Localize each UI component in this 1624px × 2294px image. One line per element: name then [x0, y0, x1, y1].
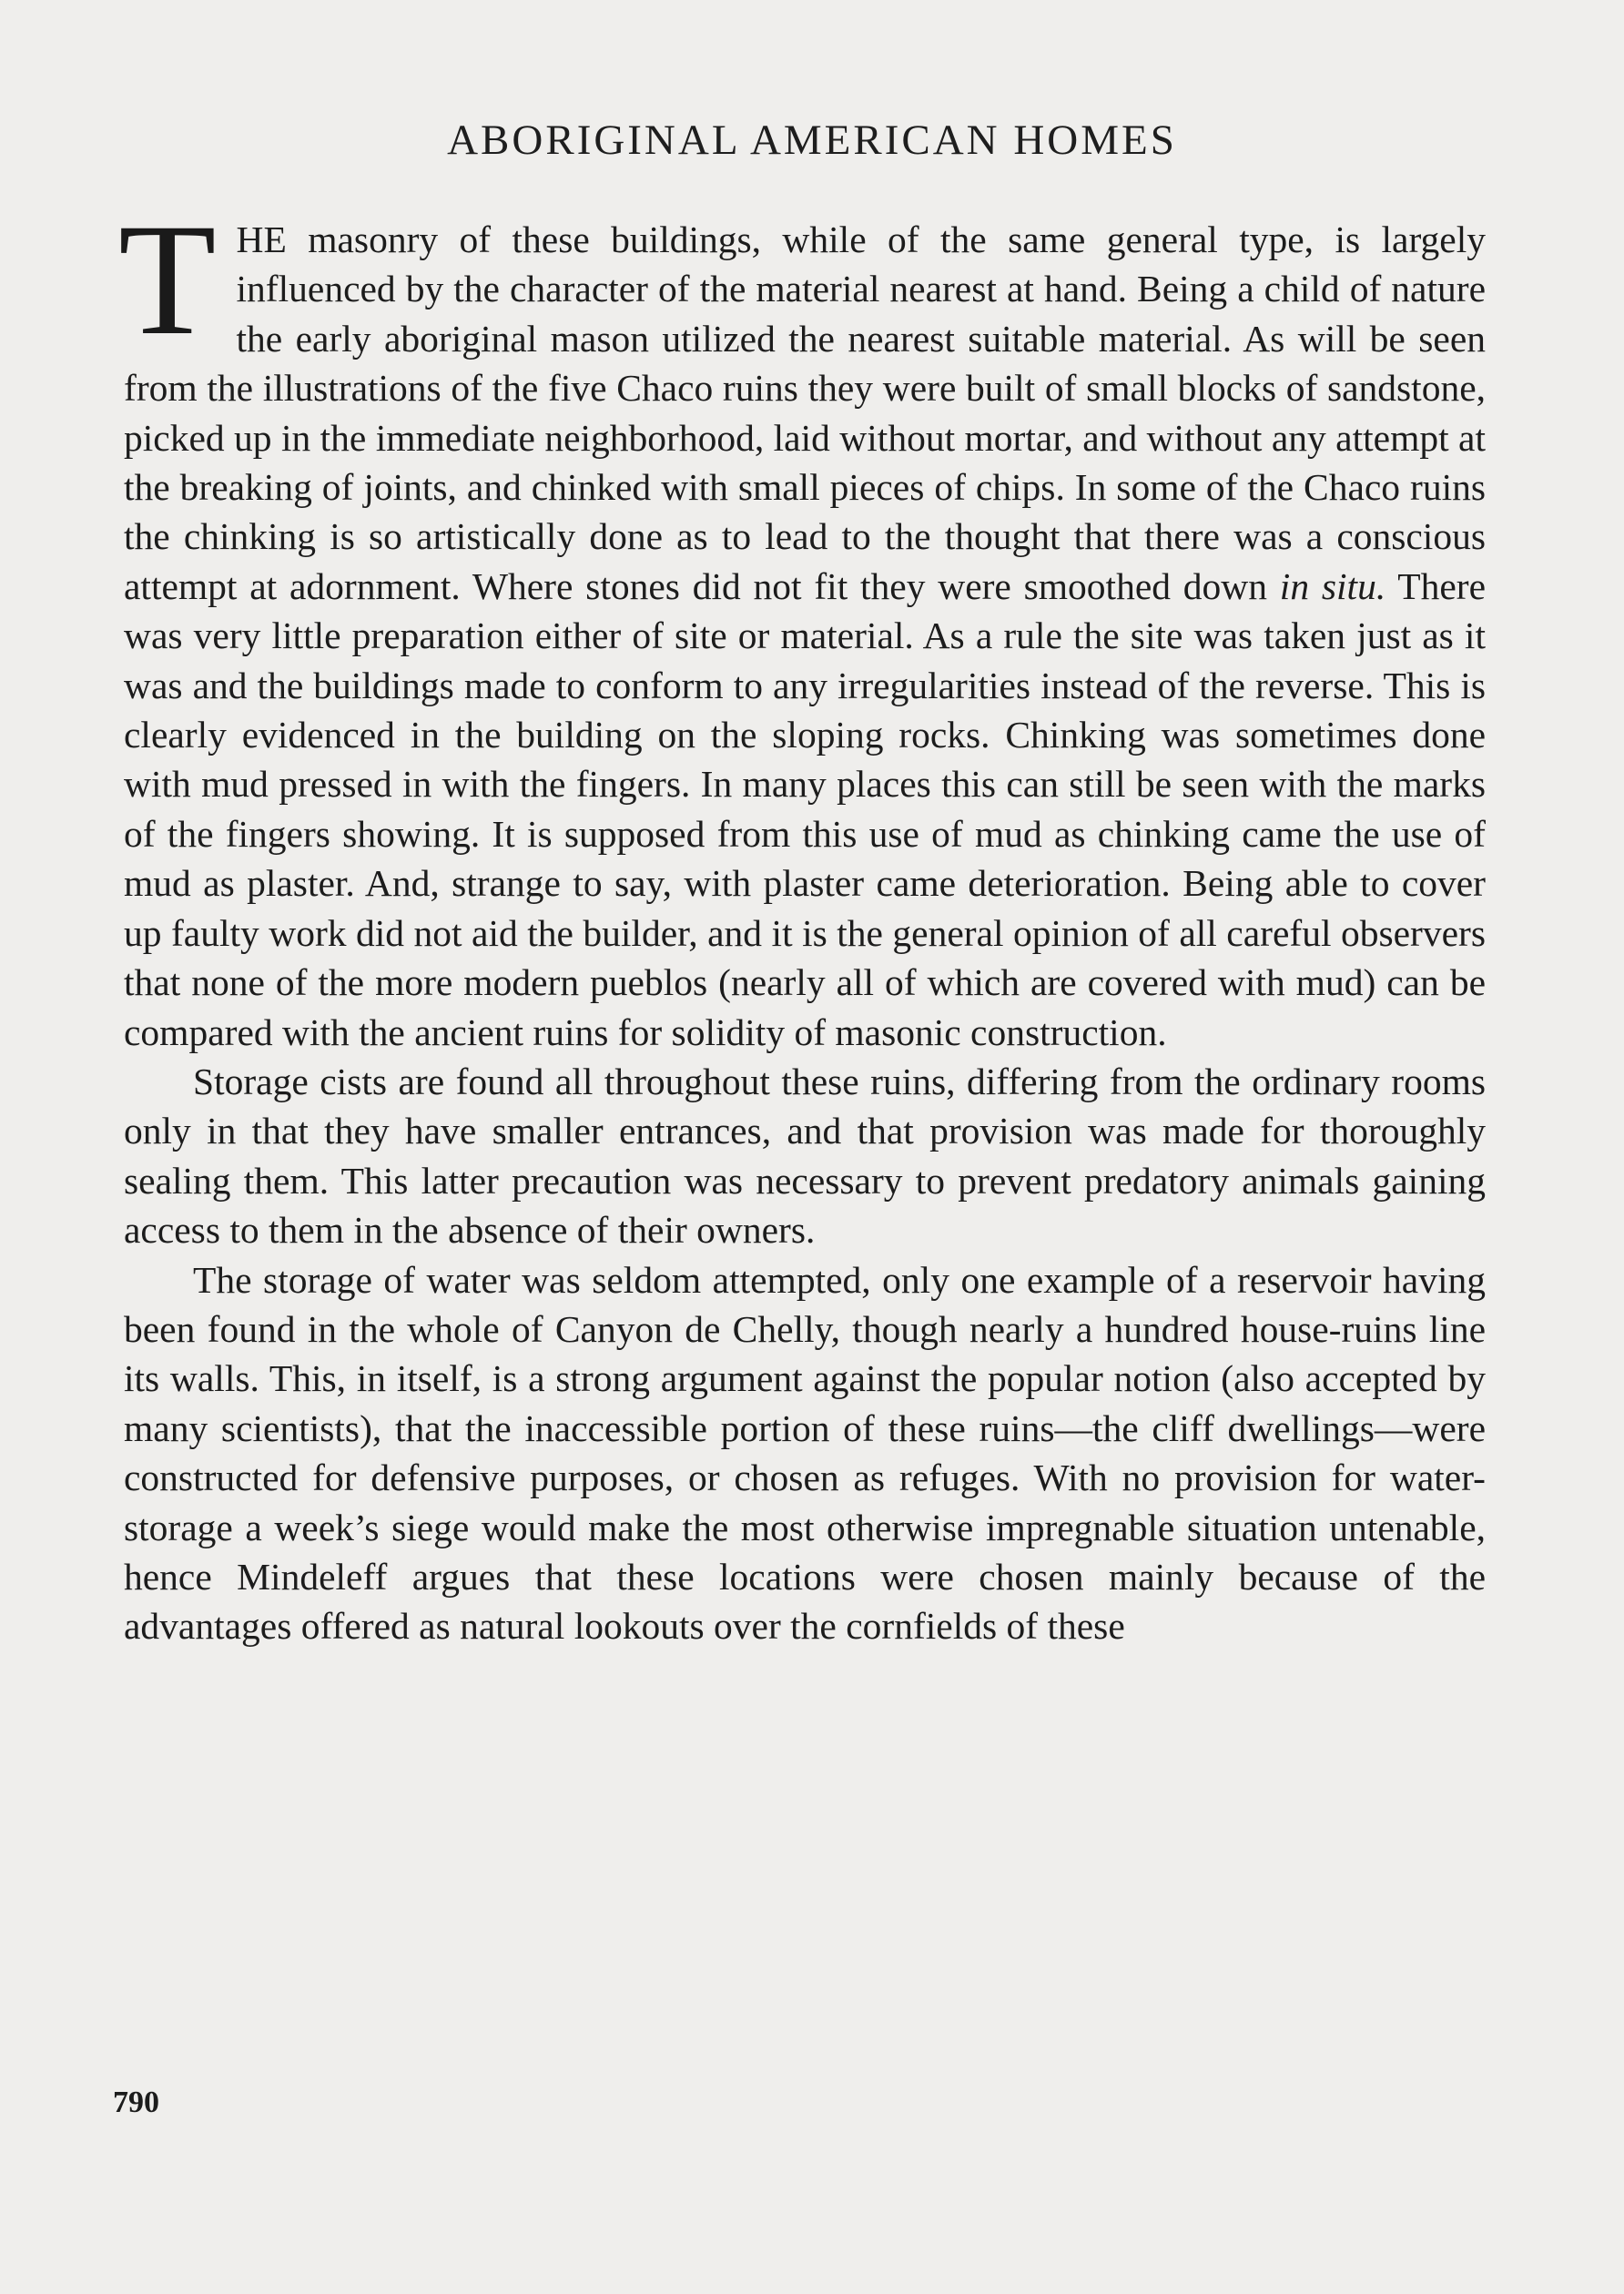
drop-cap: T [118, 191, 217, 369]
body-text [118, 191, 1486, 1651]
running-head: ABORIGINAL AMERICAN HOMES [447, 117, 1177, 164]
paragraph-1-text: HE masonry of these buildings, while of the same general type, is largely influenced by the character of the material nearest at hand. Being a child of nature the early aboriginal mason utilized the nearest suitable material. As will be seen from the illustrations of the five Chaco ruins they were built of small blocks of sandstone, picked up in the immediate neighborhood, laid without mortar, and without any attempt at the breaking of joints, and chinked with small pieces of chips. In some of the Chaco ruins the chinking is so artistically done as to lead to the thought that there was a conscious attempt at adornment. Where stones did not fit they were smoothed down [124, 218, 1486, 607]
paragraph-1-continuation: There was very little preparation either of site or material. As a rule the site was taken just as it was and the buildings made to conform to any irregularities instead of the reverse. This is clearly evidenced in the building on the sloping rocks. Chinking was sometimes done with mud pressed in with the fingers. In many places this can still be seen with the marks of the fingers showing. It is supposed from this use of mud as chinking came the use of mud as plaster. And, strange to say, with plaster came deterioration. Being able to cover up faulty work did not aid the builder, and it is the general opinion of all careful observers that none of the more modern pueblos (nearly all of which are covered with mud) can be compared with the ancient ruins for solidity of masonic construction. [124, 564, 1486, 1053]
page-number: 790 [113, 2086, 159, 2119]
paragraph-1-italic: in situ. [1279, 564, 1386, 607]
paragraph-1 [118, 191, 1486, 1057]
paragraph-2: Storage cists are found all throughout these ruins, differing from the ordinary rooms only in that they have smaller entrances, and that provision was made for thoroughly sealing them. This latter precaution was necessary to prevent predatory animals gaining access to them in the absence of their owners. [124, 1060, 1486, 1252]
paragraph-3: The storage of water was seldom attempted, only one example of a reservoir having been found in the whole of Canyon de Chelly, though nearly a hundred house-ruins line its walls. This, in itself, is a strong argument against the popular notion (also accepted by many scientists), that the inaccessible portion of these ruins—the cliff dwellings—were constructed for defensive purposes, or chosen as refuges. With no provision for water-storage a week’s siege would make the most otherwise impregnable situation untenable, hence Mindeleff argues that these locations were chosen mainly because of the advantages offered as natural lookouts over the cornfields of these [124, 1258, 1486, 1648]
